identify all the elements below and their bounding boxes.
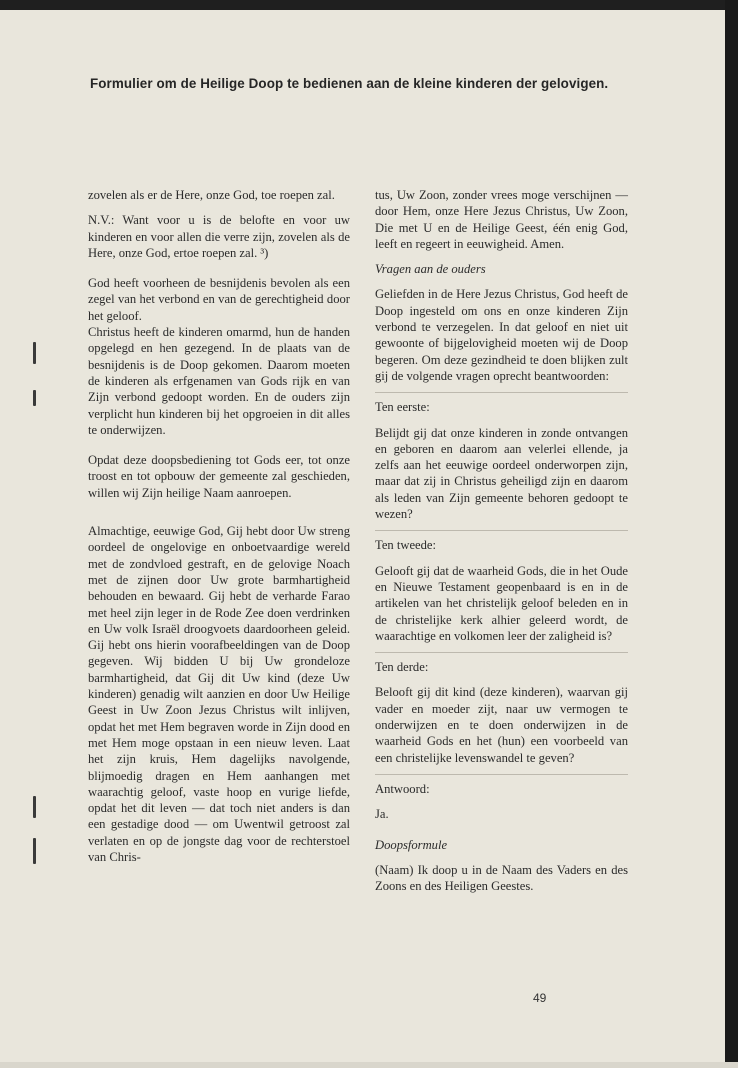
- divider: [375, 392, 628, 393]
- left-column: [88, 187, 350, 865]
- divider: [375, 530, 628, 531]
- margin-mark: [33, 838, 36, 864]
- paragraph: Opdat deze doopsbediening tot Gods eer, tot onze troost en tot opbouw der gemeente zal geschieden, willen wij Zijn heilige Naam aanroepen.: [88, 453, 350, 500]
- margin-mark: [33, 342, 36, 364]
- question-text: Gelooft gij dat de waarheid Gods, die in het Oude en Nieuwe Testament geopenbaard is en in de artikelen van het christelijk geloof beleden en in de christelijke kerk alhier geleerd wordt, de waarachtige en volkomen leer der zaligheid is?: [375, 563, 628, 643]
- margin-mark: [33, 796, 36, 818]
- right-column: [375, 187, 628, 894]
- question-label: Ten eerste:: [375, 400, 430, 415]
- paragraph: Christus heeft de kinderen omarmd, hun de handen opgelegd en hen gezegend. In de plaats van de besnijdenis is de Doop gekomen. Daarom moeten de kinderen als erfgenamen van Gods rijk en van Zijn verbond gedoopt worden. En de ouders zijn verplicht hun kinderen bij het opgroeien in dit alles te onderwijzen.: [88, 325, 350, 437]
- question-text: Belijdt gij dat onze kinderen in zonde ontvangen en geboren en daarom aan velerlei ellende, ja zelfs aan het eeuwige oordeel onderworpen zijn, maar dat zij in Christus geheiligd zijn en daarom als leden van Zijn gemeente behoren gedoopt te wezen?: [375, 425, 628, 522]
- vragen-intro: Geliefden in de Here Jezus Christus, God heeft de Doop ingesteld om ons en onze kinderen Zijn verbond te verzegelen. In dat geloof en niet uit gewoonte of bijgelovigheid moeten wij de Doop begeren. Om deze gezindheid te doen blijken zult gij de volgende vragen oprecht beantwoorden:: [375, 287, 628, 383]
- question-text: Belooft gij dit kind (deze kinderen), waarvan gij vader en moeder zijt, naar uw vermogen te onderwijzen en te doen onderwijzen in de waarheid Gods en het (hun) een voorbeeld van een christelijke levenswandel te geven?: [375, 685, 628, 765]
- formule-text: (Naam) Ik doop u in de Naam des Vaders en des Zoons en des Heiligen Geestes.: [375, 862, 628, 894]
- document-title: Formulier om de Heilige Doop te bedienen aan de kleine kinderen der gelovigen.: [90, 76, 609, 91]
- page-number: 49: [533, 991, 547, 1005]
- page-right-edge: [725, 0, 738, 1068]
- paragraph: zovelen als er de Here, onze God, toe roepen zal.: [88, 188, 335, 202]
- prayer-end: tus, Uw Zoon, zonder vrees moge verschijnen — door Hem, onze Here Jezus Christus, Uw Zoon, Die met U en de Heilige Geest, één enig God, leeft en regeert in eeuwigheid. Amen.: [375, 188, 628, 251]
- page-top-edge: [0, 0, 738, 10]
- divider: [375, 774, 628, 775]
- prayer-paragraph: Almachtige, eeuwige God, Gij hebt door Uw streng oordeel de ongelovige en onboetvaardige wereld met de zondvloed gestraft, en de gelovige Noach met de zijnen door Uw grote barmhartigheid behouden en bewaard. Gij hebt de verharde Farao met heel zijn leger in de Rode Zee doen verdrinken en Uw volk Israël droogvoets daardoorheen geleid. Gij hebt ons hierin voorafbeeldingen van de Doop gegeven. Wij bidden U bij Uw grondeloze barmhartigheid, dat Gij dit Uw kind (deze Uw kinderen) genadig wilt aanzien en door Uw Heilige Geest in Uw Zoon Jezus Christus wilt inlijven, opdat het met Hem begraven worde in Zijn dood en met Hem moge opstaan in een nieuw leven. Laat het zijn kruis, Hem dagelijks navolgende, blijmoedig dragen en Hem aanhangen met waarachtig geloof, vaste hoop en vurige liefde, opdat het dit leven — dat toch niet anders is dan een gestadige dood — om Uwentwil getroost zal verlaten en op de jongste dag voor de rechterstoel van Chris-: [88, 524, 350, 864]
- question-label: Ten tweede:: [375, 538, 437, 553]
- section-heading-doopsformule: Doopsformule: [375, 837, 448, 852]
- paragraph: N.V.: Want voor u is de belofte en voor uw kinderen en voor allen die verre zijn, zovelen als de Here, onze God, ertoe roepen zal. ³): [88, 213, 350, 260]
- divider: [375, 652, 628, 653]
- question-label: Ten derde:: [375, 660, 429, 675]
- answer-text: Ja.: [375, 807, 389, 822]
- answer-label: Antwoord:: [375, 781, 430, 796]
- paragraph: God heeft voorheen de besnijdenis bevolen als een zegel van het verbond en van de gerechtigheid door het geloof.: [88, 276, 350, 323]
- margin-mark: [33, 390, 36, 406]
- page-bottom-edge: [0, 1062, 738, 1068]
- section-heading-vragen: Vragen aan de ouders: [375, 262, 486, 277]
